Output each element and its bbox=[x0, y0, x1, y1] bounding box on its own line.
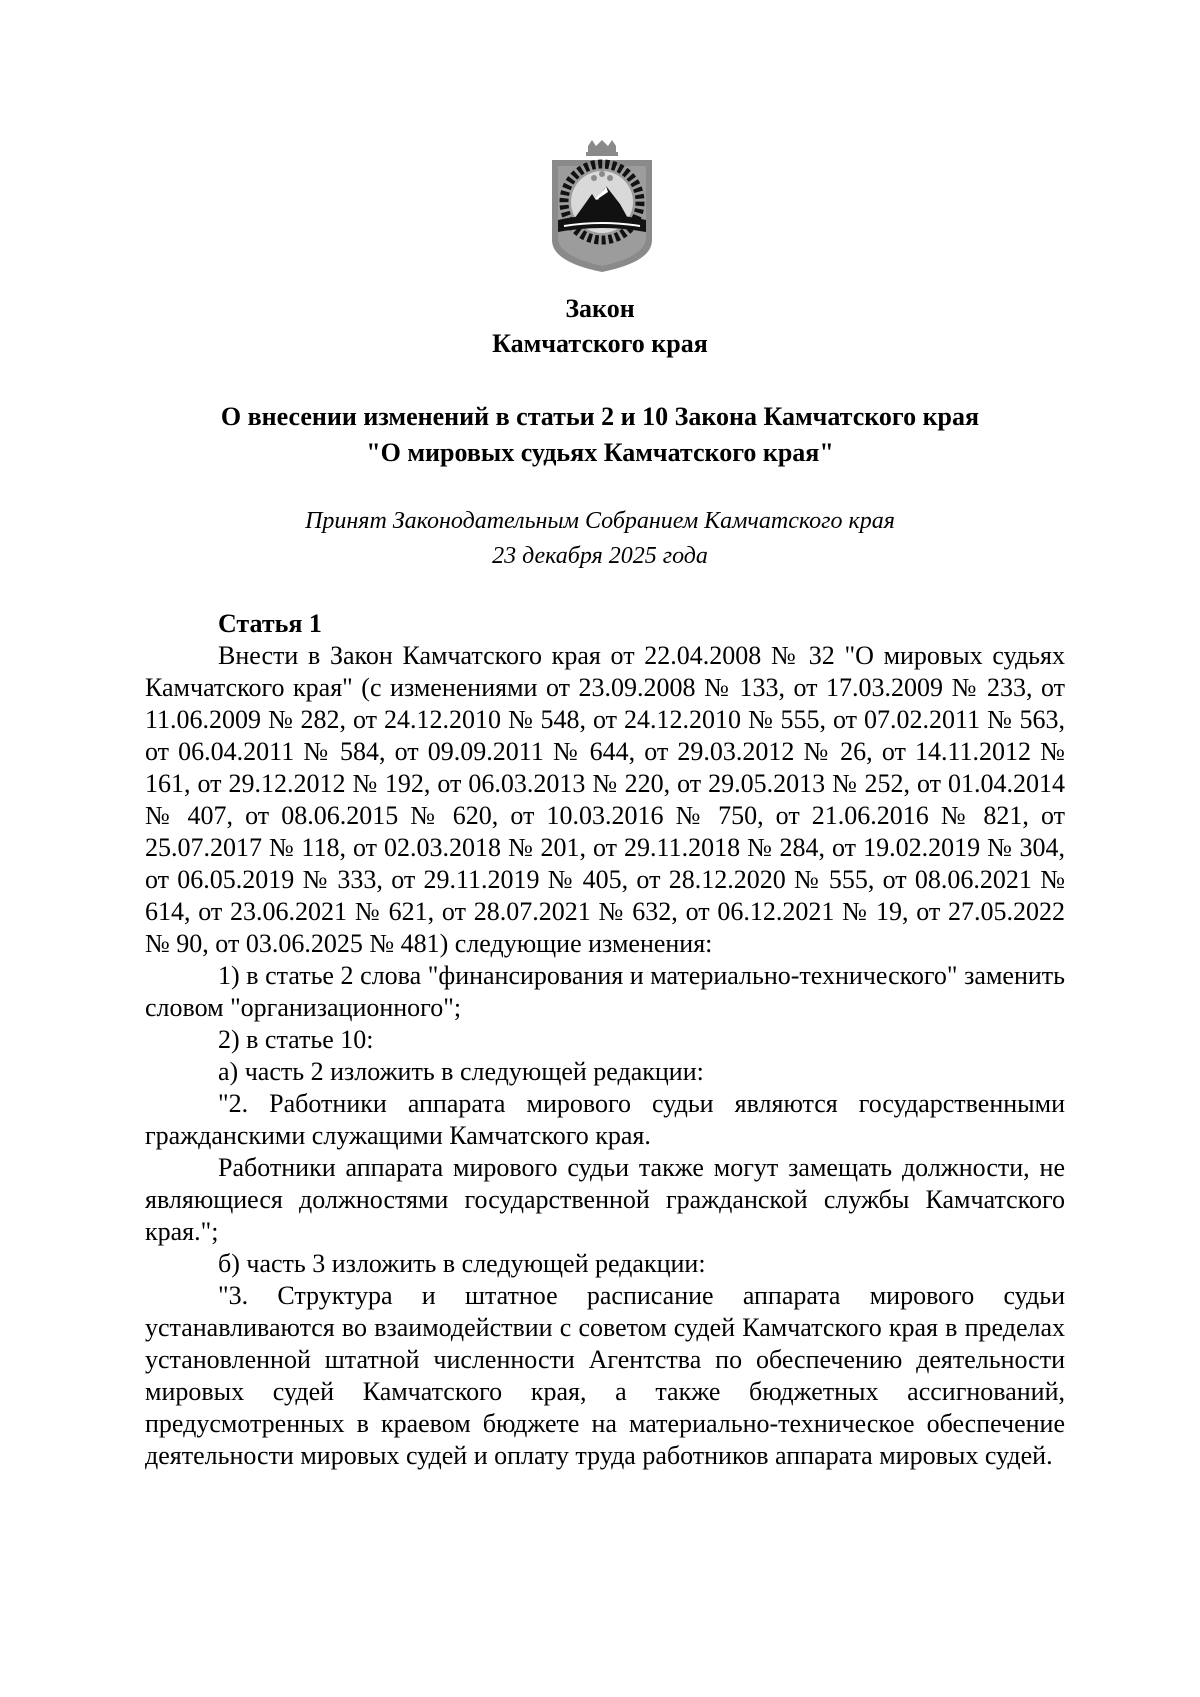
law-title-line-2: "О мировых судьях Камчатского края" bbox=[366, 438, 834, 467]
paragraph-part-2: "2. Работники аппарата мирового судьи являются государственными гражданскими служащими Камчатского края. bbox=[145, 1089, 1065, 1150]
paragraph-item-2a: а) часть 2 изложить в следующей редакции: bbox=[218, 1057, 704, 1086]
law-title-line-1: О внесении изменений в статьи 2 и 10 Закона Камчатского края bbox=[220, 402, 980, 431]
paragraph-item-2: 2) в статье 10: bbox=[218, 1025, 374, 1054]
paragraph-part-3: "3. Структура и штатное расписание аппарата мирового судьи устанавливаются во взаимодействии с советом судей Камчатского края в пределах установленной штатной численности Агентства по обеспечению деятельности мировых судей Камчатского края, а также бюджетных ассигнований, предусмотренных в краевом бюджете на материально-техническое обеспечение деятельности мировых судей и оплату труда работников аппарата мировых судей. bbox=[145, 1281, 1065, 1470]
law-body bbox=[145, 608, 1065, 1472]
document-type-heading: Закон bbox=[565, 294, 635, 323]
region-heading: Камчатского края bbox=[492, 329, 708, 358]
adoption-date: 23 декабря 2025 года bbox=[492, 543, 708, 569]
kamchatka-coat-of-arms-icon bbox=[550, 140, 654, 274]
paragraph-item-2b: б) часть 3 изложить в следующей редакции: bbox=[218, 1249, 706, 1278]
adoption-line-1: Принят Законодательным Собранием Камчатского края bbox=[305, 508, 895, 534]
article-heading: Статья 1 bbox=[218, 609, 322, 638]
paragraph-intro: Внести в Закон Камчатского края от 22.04.2008 № 32 "О мировых судьях Камчатского края" (с изменениями от 23.09.2008 № 133, от 17.03.2009 № 233, от 11.06.2009 № 282, от 24.12.2010 № 548, от 24.12.2010 № 555, от 07.02.2011 № 563, от 06.04.2011 № 584, от 09.09.2011 № 644, от 29.03.2012 № 26, от 14.11.2012 № 161, от 29.12.2012 № 192, от 06.03.2013 № 220, от 29.05.2013 № 252, от 01.04.2014 № 407, от 08.06.2015 № 620, от 10.03.2016 № 750, от 21.06.2016 № 821, от 25.07.2017 № 118, от 02.03.2018 № 201, от 29.11.2018 № 284, от 19.02.2019 № 304, от 06.05.2019 № 333, от 29.11.2019 № 405, от 28.12.2020 № 555, от 08.06.2021 № 614, от 23.06.2021 № 621, от 28.07.2021 № 632, от 06.12.2021 № 19, от 27.05.2022 № 90, от 03.06.2025 № 481) следующие изменения: bbox=[145, 641, 1065, 958]
paragraph-item-1: 1) в статье 2 слова "финансирования и материально-технического" заменить словом "организационного"; bbox=[145, 961, 1065, 1022]
paragraph-part-2-cont: Работники аппарата мирового судьи также могут замещать должности, не являющиеся должностями государственной гражданской службы Камчатского края."; bbox=[145, 1153, 1065, 1246]
